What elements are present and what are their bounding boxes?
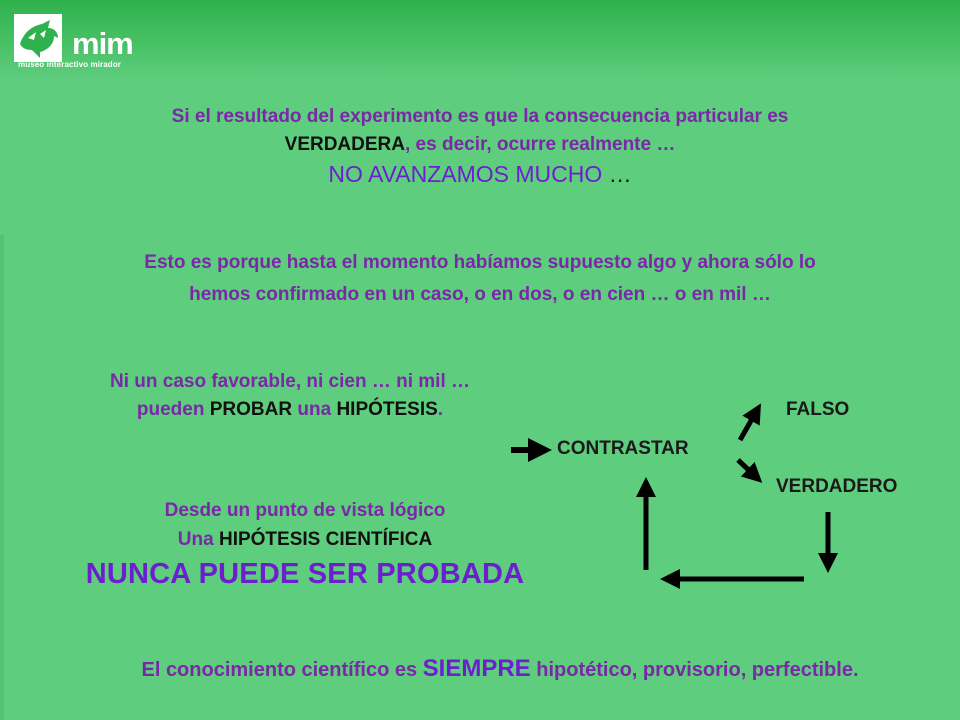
- footer-siempre: SIEMPRE: [422, 655, 531, 682]
- para4-hipotesis-cientifica: HIPÓTESIS CIENTÍFICA: [218, 529, 433, 550]
- para4-big-statement: NUNCA PUEDE SER PROBADA: [85, 558, 525, 590]
- label-contrastar: CONTRASTAR: [557, 438, 689, 459]
- para3-hipotesis: HIPÓTESIS: [336, 399, 438, 420]
- para1-verdadera: VERDADERA: [284, 134, 405, 155]
- para1-text-pre: Si el resultado del experimento es que la consecuencia particular es: [171, 106, 789, 127]
- logo-text: mim: [72, 26, 133, 61]
- arrow-to-verdadero: [738, 460, 755, 476]
- footer-pre: El conocimiento científico es: [141, 659, 423, 681]
- para1-text-post: , es decir, ocurre realmente …: [405, 134, 676, 155]
- para3-mid: una: [292, 399, 337, 420]
- label-verdadero: VERDADERO: [776, 476, 898, 497]
- para2-line1: Esto es porque hasta el momento habíamos supuesto algo y ahora sólo lo: [144, 252, 816, 273]
- arrow-to-falso: [740, 412, 756, 440]
- para4-pre: Una: [177, 529, 219, 550]
- para2-line2: hemos confirmado en un caso, o en dos, o en cien … o en mil …: [189, 284, 771, 305]
- para3-line1: Ni un caso favorable, ni cien … ni mil …: [109, 371, 471, 392]
- footer-statement: [20, 655, 960, 684]
- logo-subtitle: museo interactivo mirador: [18, 60, 121, 69]
- para4-line1: Desde un punto de vista lógico: [164, 500, 446, 521]
- para1-big-dots: …: [602, 161, 632, 187]
- para3-pre: pueden: [136, 399, 210, 420]
- label-falso: FALSO: [786, 399, 850, 420]
- para3-probar: PROBAR: [209, 399, 293, 420]
- footer-post: hipotético, provisorio, perfectible.: [530, 659, 859, 681]
- para1-big-text: NO AVANZAMOS MUCHO: [328, 161, 603, 187]
- para3-end: .: [437, 399, 444, 420]
